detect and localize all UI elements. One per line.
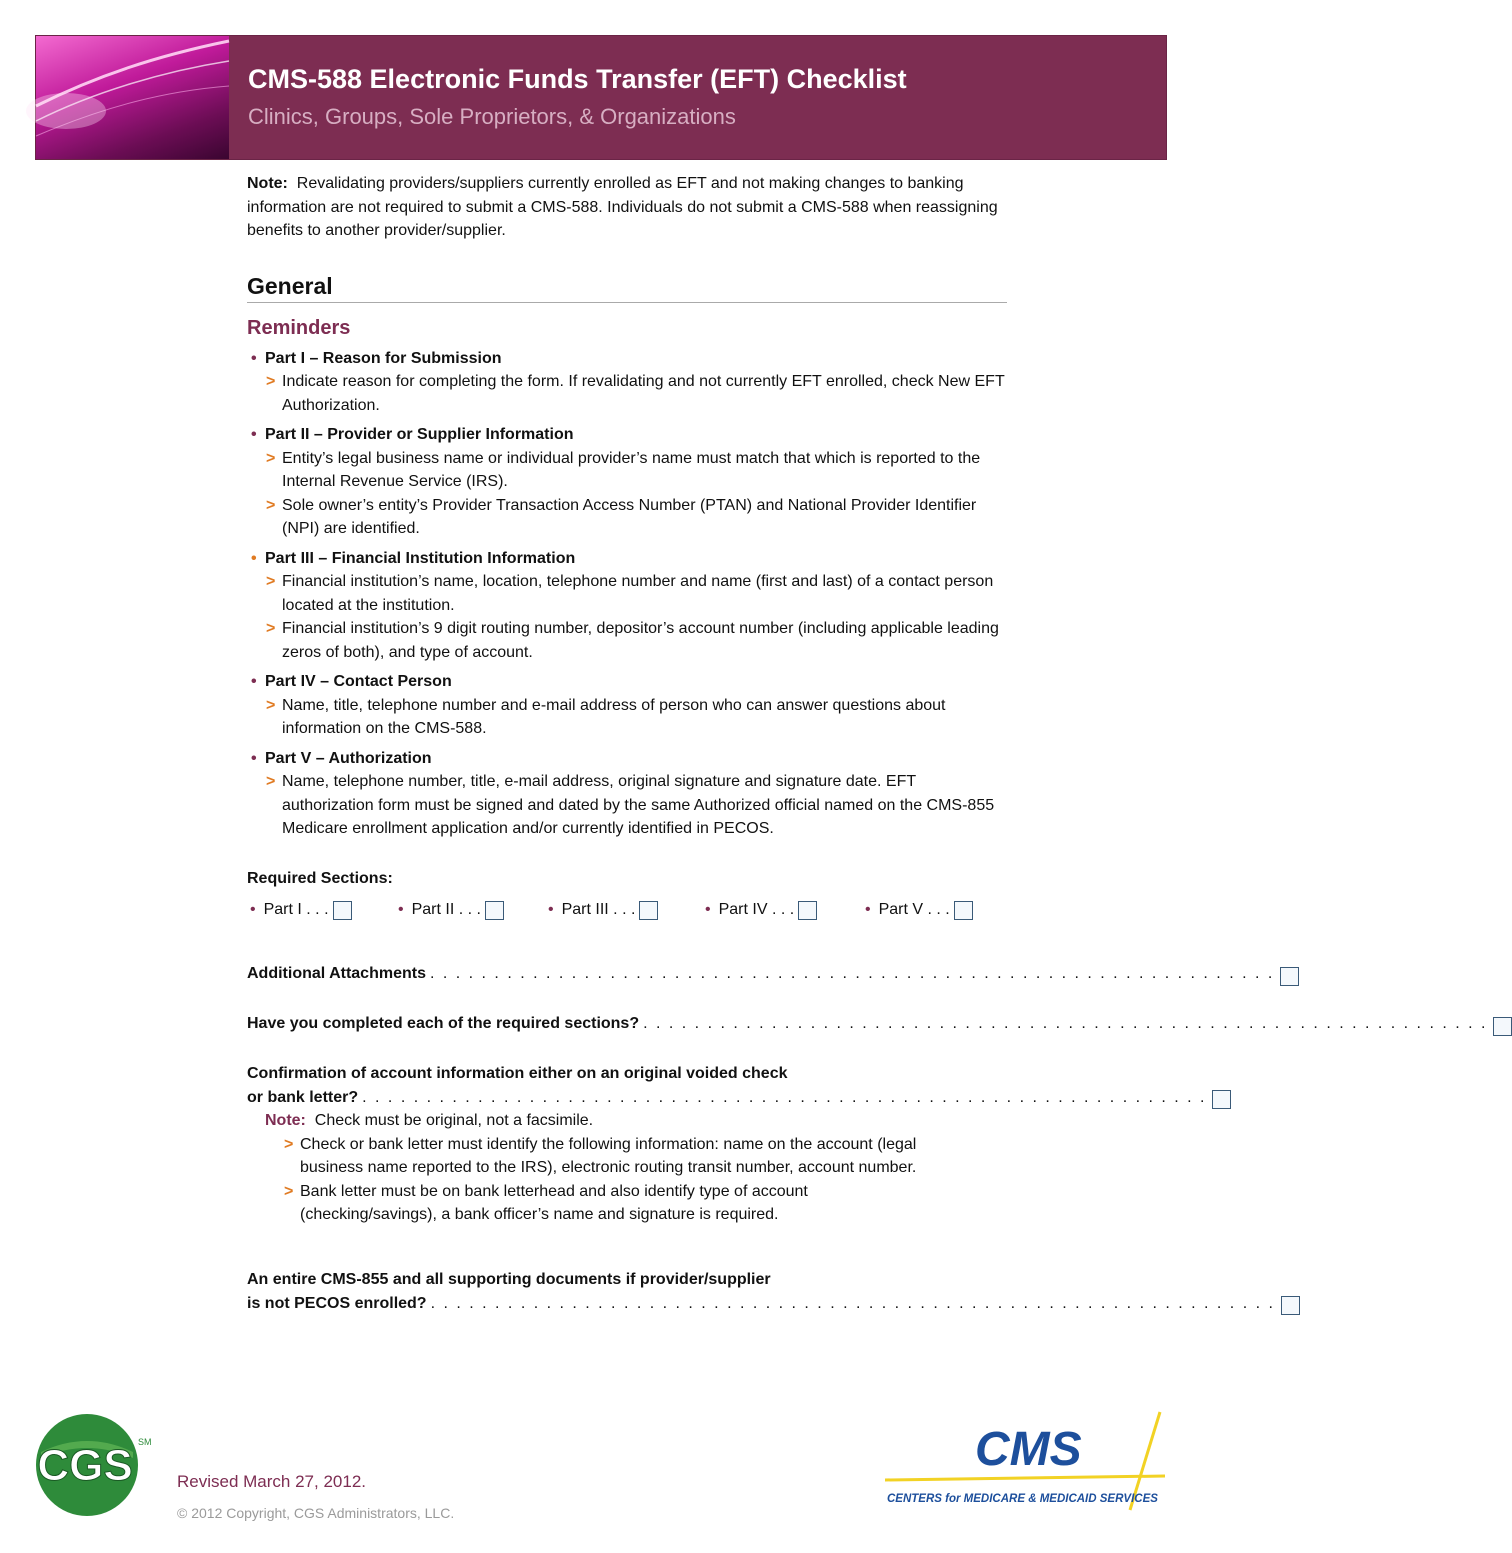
part-item: > Financial institution’s name, location, telephone number and name (first and last) of a contact person located at the institution. (247, 570, 1007, 617)
intro-note-label: Note: (247, 175, 288, 192)
part-item: > Indicate reason for completing the form. If revalidating and not currently EFT enrolled, check New EFT Authorization. (247, 370, 1007, 417)
confirmation-item (247, 1062, 1207, 1227)
required-part-v: • Part V . . . (862, 898, 973, 922)
part-heading: • Part I – Reason for Submission (247, 347, 1007, 371)
part-block (247, 747, 1007, 841)
part-block (247, 423, 1007, 541)
header-decorative-art (36, 36, 229, 159)
required-part-i: • Part I . . . (247, 898, 395, 922)
confirmation-checkbox[interactable] (1212, 1090, 1231, 1109)
part-i-checkbox[interactable] (333, 901, 352, 920)
part-item: > Sole owner’s entity’s Provider Transaction Access Number (PTAN) and National Provider Identifier (NPI) are identified. (247, 494, 1007, 541)
required-part-iii: • Part III . . . (545, 898, 702, 922)
page-title: CMS-588 Electronic Funds Transfer (EFT) Checklist (248, 64, 907, 94)
arrow-icon: > (266, 449, 276, 467)
additional-attachments-label: Additional Attachments (247, 965, 426, 982)
intro-note (247, 172, 1007, 243)
dot-leader: . . . . . . . . . . . . . . . . . . . . . . . . . . . . . . . . . . . . . . . . . . . . . . . . . . . . . . . . . . . . . . . . . . (429, 965, 1275, 982)
required-part-iv: • Part IV . . . (702, 898, 862, 922)
required-sections-title: Required Sections: (247, 869, 393, 887)
bullet-icon: • (250, 901, 256, 919)
cms855-label-line1: An entire CMS-855 and all supporting documents if provider/supplier (247, 1271, 771, 1288)
additional-attachments-item (247, 962, 1275, 986)
confirmation-detail: > Bank letter must be on bank letterhead and also identify type of account (checking/savings), a bank officer’s name and signature is required. (247, 1180, 940, 1227)
part-block (247, 670, 1007, 741)
part-block (247, 547, 1007, 665)
completed-sections-checkbox[interactable] (1493, 1017, 1512, 1036)
cgs-logo (35, 1412, 141, 1518)
cgs-logo-text: CGS (37, 1441, 133, 1490)
cms-tagline: CENTERS for MEDICARE & MEDICAID SERVICES (887, 1493, 1158, 1505)
copyright-text: © 2012 Copyright, CGS Administrators, LLC. (177, 1505, 455, 1521)
cms855-label-line2: is not PECOS enrolled? (247, 1294, 427, 1312)
confirmation-detail: > Check or bank letter must identify the following information: name on the account (legal business name reported to the IRS), electronic routing transit number, account number. (247, 1133, 940, 1180)
completed-sections-item (247, 1012, 1488, 1036)
part-v-checkbox[interactable] (954, 901, 973, 920)
required-sections-row (247, 898, 1007, 922)
header-banner (35, 35, 1167, 160)
bullet-icon: • (251, 549, 257, 567)
cms-logo-text: CMS (975, 1423, 1082, 1476)
bullet-icon: • (398, 901, 404, 919)
dot-leader: . . . . . . . . . . . . . . . . . . . . . . . . . . . . . . . . . . . . . . . . . . . . . . . . . . . . . . . . . . . . . . . . . . (643, 1015, 1488, 1032)
bullet-icon: • (705, 901, 711, 919)
part-ii-checkbox[interactable] (485, 901, 504, 920)
part-item: > Financial institution’s 9 digit routing number, depositor’s account number (including applicable leading zeros of both), and type of account. (247, 617, 1007, 664)
bullet-icon: • (548, 901, 554, 919)
revised-date: Revised March 27, 2012. (177, 1472, 366, 1491)
dot-leader: . . . . . . . . . . . . . . . . . . . . . . . . . . . . . . . . . . . . . . . . . . . . . . . . . . . . . . . . . . . . . . . . . . (430, 1294, 1275, 1312)
confirmation-label-line1: Confirmation of account information either on an original voided check (247, 1065, 788, 1082)
part-heading: • Part III – Financial Institution Information (247, 547, 1007, 571)
bullet-icon: • (251, 749, 257, 767)
part-item: > Entity’s legal business name or individual provider’s name must match that which is reported to the Internal Revenue Service (IRS). (247, 447, 1007, 494)
part-item: > Name, title, telephone number and e-mail address of person who can answer questions about information on the CMS-588. (247, 694, 1007, 741)
part-item: > Name, telephone number, title, e-mail address, original signature and signature date. EFT authorization form must be signed and dated by the same Authorized official named on the CMS-855 Medicare enrollment application and/or currently identified in PECOS. (247, 770, 1007, 841)
confirmation-note-label: Note: (265, 1112, 306, 1129)
arrow-icon: > (266, 573, 276, 590)
dot-leader: . . . . . . . . . . . . . . . . . . . . . . . . . . . . . . . . . . . . . . . . . . . . . . . . . . . . . . . . . . . . . . . . . . (362, 1088, 1207, 1106)
arrow-icon: > (266, 696, 276, 714)
cgs-sm-mark: SM (138, 1437, 152, 1447)
cms-logo (885, 1410, 1170, 1520)
arrow-icon: > (266, 620, 276, 637)
bullet-icon: • (865, 901, 871, 919)
reminders-title: Reminders (247, 317, 351, 339)
part-iii-checkbox[interactable] (639, 901, 658, 920)
bullet-icon: • (251, 426, 257, 443)
arrow-icon: > (284, 1135, 294, 1153)
cms855-item (247, 1268, 1275, 1315)
arrow-icon: > (284, 1182, 294, 1200)
bullet-icon: • (251, 349, 257, 367)
arrow-icon: > (266, 373, 276, 390)
completed-sections-label: Have you completed each of the required sections? (247, 1015, 640, 1032)
arrow-icon: > (266, 773, 276, 790)
intro-note-text: Revalidating providers/suppliers currently enrolled as EFT and not making changes to banking information are not required to submit a CMS-588. Individuals do not submit a CMS-588 when reassigning benefits to another provider/supplier. (247, 175, 998, 239)
part-heading: • Part IV – Contact Person (247, 670, 1007, 694)
part-heading: • Part V – Authorization (247, 747, 1007, 771)
section-title-general: General (247, 275, 1007, 304)
part-heading: • Part II – Provider or Supplier Information (247, 423, 1007, 447)
confirmation-note (247, 1109, 980, 1133)
additional-attachments-checkbox[interactable] (1280, 967, 1299, 986)
confirmation-note-text: Check must be original, not a facsimile. (314, 1112, 594, 1129)
required-part-ii: • Part II . . . (395, 898, 545, 922)
part-iv-checkbox[interactable] (798, 901, 817, 920)
bullet-icon: • (251, 673, 257, 690)
page-subtitle: Clinics, Groups, Sole Proprietors, & Organizations (248, 104, 736, 129)
part-block (247, 347, 1007, 418)
cms855-checkbox[interactable] (1281, 1296, 1300, 1315)
confirmation-label-line2: or bank letter? (247, 1088, 359, 1106)
main-content (247, 172, 1007, 922)
arrow-icon: > (266, 496, 276, 514)
